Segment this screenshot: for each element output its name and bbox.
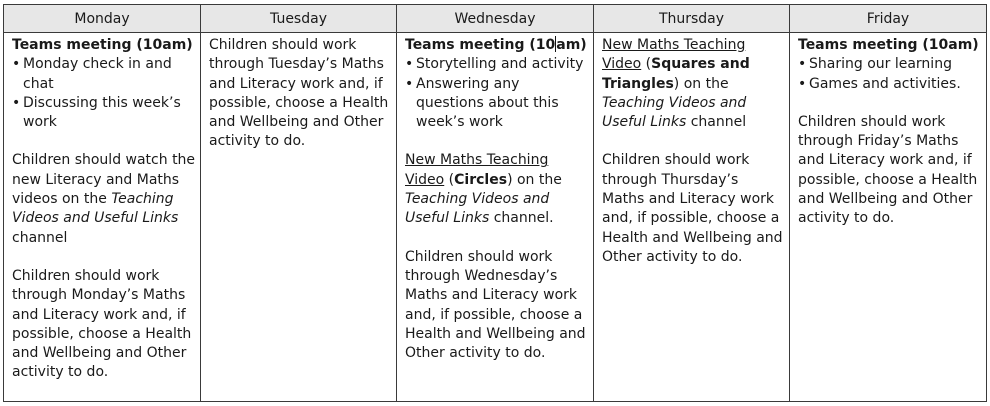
monday-agenda-list — [12, 55, 196, 132]
day-header-friday: Friday — [790, 5, 987, 33]
monday-watch-paragraph — [12, 151, 196, 247]
thursday-channel-name: Teaching Videos and Useful Links — [602, 94, 747, 131]
spacer — [798, 94, 982, 113]
monday-meeting-heading: Teams meeting (10am) — [12, 37, 193, 53]
day-header-wednesday: Wednesday — [397, 5, 594, 33]
thursday-work-paragraph: Children should work through Thursday’s Maths and Literacy work and, if possible, choose a Health and Wellbeing and Other activity to do. — [602, 152, 783, 265]
spacer — [405, 229, 589, 248]
wednesday-meeting-heading — [405, 36, 589, 55]
friday-cell[interactable] — [790, 33, 987, 402]
weekly-timetable — [3, 4, 987, 402]
wednesday-video-open: ( — [444, 171, 455, 188]
wednesday-heading-end: am) — [556, 37, 587, 53]
wednesday-cell[interactable] — [397, 33, 594, 402]
wednesday-heading-start: Teams meeting (10 — [405, 37, 556, 53]
thursday-cell[interactable] — [594, 33, 790, 402]
thursday-video-open: ( — [641, 56, 652, 73]
list-item: • Games and activities. — [798, 75, 982, 94]
wednesday-video-paragraph — [405, 151, 589, 228]
day-header-thursday: Thursday — [594, 5, 790, 33]
monday-channel-name: Teaching Videos and Useful Links — [12, 191, 179, 227]
wednesday-agenda-list — [405, 55, 589, 132]
thursday-video-suffix: channel — [686, 114, 747, 131]
list-item: • Discussing this week’s work — [12, 94, 196, 133]
monday-cell[interactable] — [4, 33, 201, 402]
wednesday-channel-name: Teaching Videos and Useful Links — [405, 191, 550, 227]
spacer — [602, 132, 785, 151]
tuesday-cell[interactable] — [201, 33, 397, 402]
thursday-video-close: ) on the — [673, 75, 729, 92]
spacer — [12, 132, 196, 151]
list-item: • Storytelling and activity — [405, 55, 589, 74]
monday-watch-suffix: channel — [12, 229, 68, 246]
thursday-video-paragraph — [602, 36, 785, 132]
list-item: • Sharing our learning — [798, 55, 982, 74]
schedule-row — [4, 33, 987, 402]
wednesday-video-link[interactable]: New Maths Teaching Video — [405, 152, 549, 188]
wednesday-video-topic: Circles — [454, 171, 508, 188]
monday-work-paragraph: Children should work through Monday’s Maths and Literacy work and, if possible, choose a Health and Wellbeing and Other activity to do. — [12, 267, 192, 381]
thursday-video-topic: Squares and Triangles — [602, 56, 750, 92]
list-item: • Answering any questions about this week’s work — [405, 75, 589, 133]
monday-watch-text: Children should watch the new Literacy and Maths videos on the — [12, 152, 196, 208]
friday-work-paragraph: Children should work through Friday’s Maths and Literacy work and, if possible, choose a Health and Wellbeing and Other activity to do. — [798, 113, 978, 227]
thursday-video-link[interactable]: New Maths Teaching Video — [602, 37, 746, 73]
list-item: • Monday check in and chat — [12, 55, 196, 94]
friday-agenda-list — [798, 55, 982, 94]
friday-meeting-heading: Teams meeting (10am) — [798, 37, 979, 53]
wednesday-video-suffix: channel. — [489, 210, 554, 227]
tuesday-work-paragraph: Children should work through Tuesday’s Maths and Literacy work and, if possible, choose a Health and Wellbeing and Other activity to do. — [209, 37, 389, 150]
wednesday-video-close: ) on the — [507, 171, 562, 188]
spacer — [405, 132, 589, 151]
wednesday-work-paragraph: Children should work through Wednesday’s Maths and Literacy work and, if possible, choose a Health and Wellbeing and Other activity to do. — [405, 248, 586, 362]
day-header-row — [4, 5, 987, 33]
day-header-monday: Monday — [4, 5, 201, 33]
day-header-tuesday: Tuesday — [201, 5, 397, 33]
spacer — [12, 248, 196, 267]
